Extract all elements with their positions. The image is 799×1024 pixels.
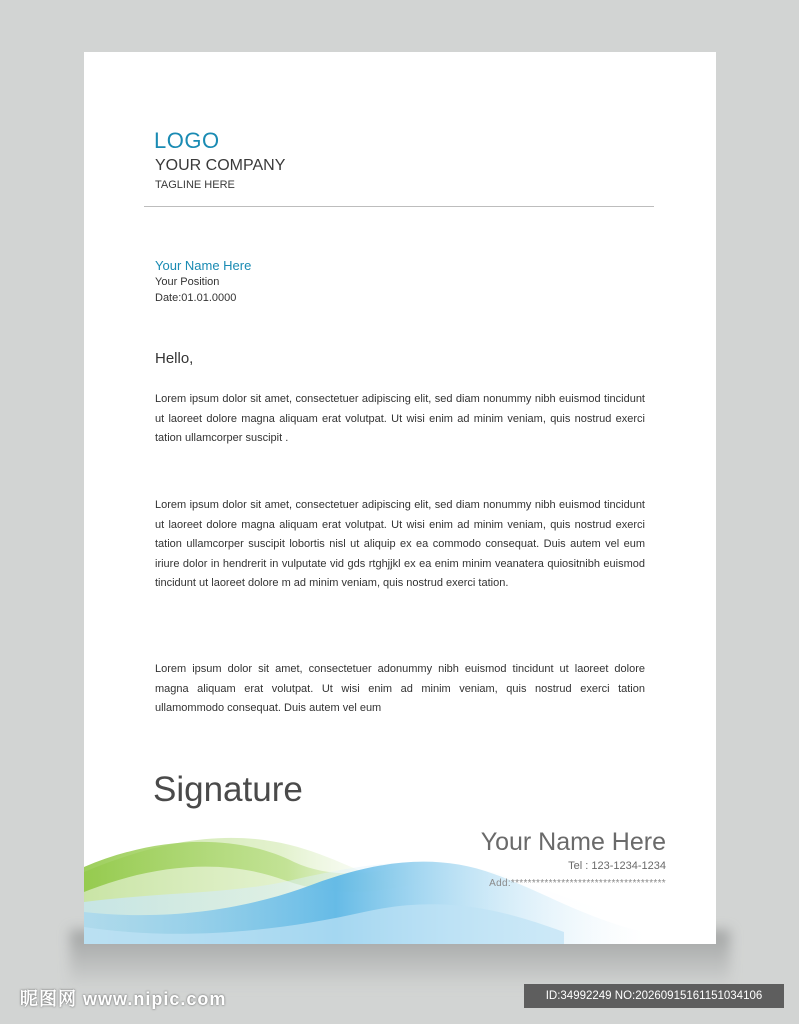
letter-date: Date:01.01.0000 — [155, 292, 237, 304]
tagline: TAGLINE HERE — [155, 179, 235, 191]
signature-heading: Signature — [153, 770, 303, 809]
watermark-id: ID:34992249 NO:20260915161151034106 — [524, 984, 784, 1008]
company-name: YOUR COMPANY — [155, 157, 286, 174]
paragraph-1: Lorem ipsum dolor sit amet, consectetuer adipiscing elit, sed diam nonummy nibh euismod tincidunt ut laoreet dolore magna aliquam erat volutpat. Ut wisi enim ad minim veniam, quis nostrud exerci tation ullamcorper suscipit . — [155, 393, 645, 444]
greeting: Hello, — [155, 350, 194, 367]
logo-text: LOGO — [154, 128, 220, 153]
header-divider — [144, 206, 654, 207]
paragraph-2: Lorem ipsum dolor sit amet, consectetuer adipiscing elit, sed diam nonummy nibh euismod tincidunt ut laoreet dolore magna aliquam erat volutpat. Ut wisi enim ad minim veniam, quis nostrud exerci tation ullamcorper suscipit lobortis nisl ut aliquip ex ea commodo consequat. Duis autem vel eum iriure dolor in hendrerit in vulputate vid gds rtghjjkl ex ea enim minim veanatera quiositnibh euismod tincidunt ut laoreet dolore m ad minim veniam, quis nostrud exerci tation. — [155, 499, 645, 589]
footer-name: Your Name Here — [480, 828, 666, 856]
footer-tel: Tel : 123-1234-1234 — [568, 860, 666, 872]
watermark-site: 昵图网 www.nipic.com — [20, 989, 227, 1009]
paragraph-3: Lorem ipsum dolor sit amet, consectetuer adonummy nibh euismod tincidunt ut laoreet dolore magna aliquam erat volutpat. Ut wisi enim ad minim veniam, quis nostrud exerci tation ullamommodo consequat. Duis autem vel eum — [155, 663, 645, 714]
letterhead-page — [84, 52, 716, 944]
sender-name: Your Name Here — [155, 258, 252, 273]
footer-address: Add:************************************* — [489, 878, 666, 889]
sender-position: Your Position — [155, 276, 220, 288]
